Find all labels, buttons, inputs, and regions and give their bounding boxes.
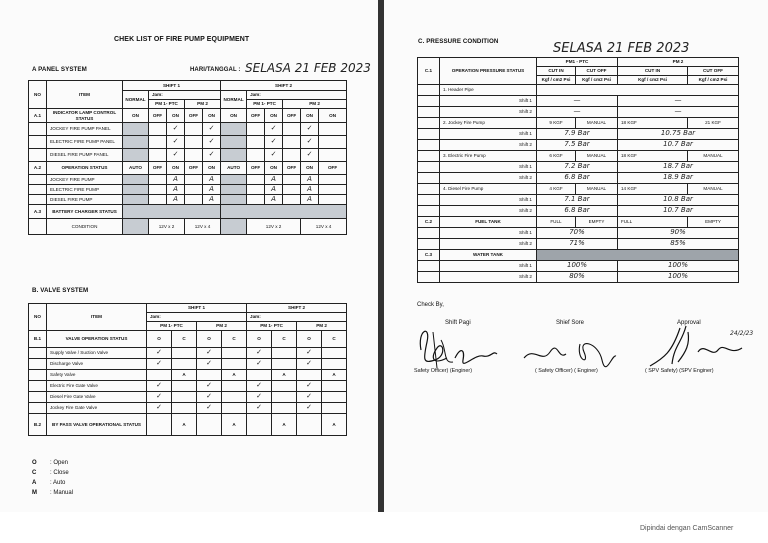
op-label: OPERATION PRESSURE STATUS — [440, 58, 537, 85]
sig-caption-1: Safety Officer) (Enginer) — [414, 368, 473, 374]
check-mark: ✓ — [197, 392, 222, 403]
water-s1-pm2: 100% — [618, 261, 739, 272]
jockey-s1-pm1: 7.9 Bar — [537, 129, 618, 140]
jam-2: Jam: — [247, 313, 347, 322]
approval-date: 24/2/23 — [730, 330, 754, 337]
row-diesel-panel: DIESEL FIRE PUMP PANEL — [47, 149, 123, 162]
cutoff-h: CUT OFF — [576, 67, 618, 76]
h-on: ON — [167, 162, 185, 175]
pm1-h: PM 1- PTC — [147, 322, 197, 331]
battery-12v2-s2: 12V x 2 — [247, 219, 301, 235]
pm2-h2: PM 2 — [297, 322, 347, 331]
right-date-value: SELASA 21 FEB 2023 — [553, 41, 690, 56]
diesel-s1-pm1: 7.1 Bar — [537, 195, 618, 206]
check-mark: ✓ — [301, 123, 319, 136]
h-off: OFF — [149, 162, 167, 175]
pm1-h2: PM 1- PTC — [247, 322, 297, 331]
h-off: OFF — [319, 162, 347, 175]
check-mark: ✓ — [197, 348, 222, 359]
row-jockey-pump: JOCKEY FIRE PUMP — [47, 175, 123, 185]
check-mark: ✓ — [265, 123, 283, 136]
jam-1: Jam: — [147, 313, 247, 322]
b1-label: VALVE OPERATION STATUS — [47, 331, 147, 348]
hw-dash: — — [537, 96, 618, 107]
h-on: ON — [301, 109, 319, 123]
jockey-cutoff-pm2: 21 KGF — [688, 118, 739, 129]
row-diesel-pump: DIESEL FIRE PUMP — [47, 195, 123, 205]
unit-h: Kgf / cm2 Psi — [618, 76, 688, 85]
pm2-h: PM 2 — [185, 100, 221, 109]
h-auto: AUTO — [221, 162, 247, 175]
legend-auto — [32, 478, 73, 488]
shift1-label: Shift 1 — [440, 162, 537, 173]
h-on: ON — [203, 109, 221, 123]
h-off: OFF — [247, 109, 265, 123]
hw-auto: A — [301, 175, 319, 185]
row-electric-pump: 3. Electric Fire Pump — [440, 151, 537, 162]
shift2-label: Shift 2 — [440, 107, 537, 118]
h-off: OFF — [247, 162, 265, 175]
signature-shift-pagi — [413, 320, 503, 372]
check-mark: ✓ — [297, 359, 322, 370]
a1-no: A.1 — [29, 109, 47, 123]
check-mark: ✓ — [297, 403, 322, 414]
signature-approval — [646, 322, 746, 372]
hw-dash: — — [537, 107, 618, 118]
bypass-a: A — [322, 414, 347, 436]
a1-label: INDICATOR LAMP CONTROL STATUS — [47, 109, 123, 123]
a2-no: A.2 — [29, 162, 47, 175]
hw-auto: A — [203, 175, 221, 185]
h-on: ON — [221, 109, 247, 123]
row-electric-valve: Electric Fire Gate Valve — [47, 381, 147, 392]
check-mark: ✓ — [197, 359, 222, 370]
b2-label: BY PASS VALVE OPERATIONAL STATUS — [47, 414, 147, 436]
h-off: OFF — [283, 162, 301, 175]
cutin-h: CUT IN — [537, 67, 576, 76]
check-mark: ✓ — [147, 381, 172, 392]
sig-caption-2: ( Safety Officer) ( Enginer) — [535, 368, 598, 374]
jockey-s2-pm2: 10.7 Bar — [618, 140, 739, 151]
jockey-cutin-pm2: 18 KGF — [618, 118, 688, 129]
h-off: OFF — [149, 109, 167, 123]
water-s2-pm2: 100% — [618, 272, 739, 283]
fuel-s2-pm1: 71% — [537, 239, 618, 250]
row-supply-valve: Supply Valve / Suction Valve — [47, 348, 147, 359]
unit-h: Kgf / cm2 Psi — [537, 76, 576, 85]
check-mark: ✓ — [147, 359, 172, 370]
legend-value: : Open — [50, 460, 69, 466]
check-mark: ✓ — [297, 381, 322, 392]
shift1-label: Shift 1 — [440, 228, 537, 239]
pm2-header: PM 2 — [618, 58, 739, 67]
signature-shift-sore — [520, 336, 620, 372]
check-mark: ✓ — [167, 149, 185, 162]
check-mark: ✓ — [203, 136, 221, 149]
water-s1-pm1: 100% — [537, 261, 618, 272]
a2-label: OPERATION STATUS — [47, 162, 123, 175]
cutoff-h: CUT OFF — [688, 67, 739, 76]
check-mark: ✓ — [265, 136, 283, 149]
pressure-table — [417, 57, 739, 283]
h-o: O — [297, 331, 322, 348]
check-mark: ✓ — [167, 136, 185, 149]
valve-system-table — [28, 303, 347, 436]
legend-key: C — [32, 470, 37, 476]
shift2-label: Shift 2 — [440, 206, 537, 217]
bypass-a: A — [172, 414, 197, 436]
h-on: ON — [301, 162, 319, 175]
row-electric-pump: ELECTRIC FIRE PUMP — [47, 185, 123, 195]
shift1-header: SHIFT 1 — [147, 304, 247, 313]
shift2-label: Shift 2 — [440, 272, 537, 283]
hw-auto: A — [265, 185, 283, 195]
battery-12v4-s2: 12V x 4 — [301, 219, 347, 235]
diesel-cutoff-pm2: MANUAL — [688, 184, 739, 195]
row-jockey-valve: Jockey Fire Gate Valve — [47, 403, 147, 414]
legend-manual — [32, 488, 73, 498]
shift-pagi-label: Shift Pagi — [445, 320, 471, 326]
hw-auto: A — [167, 175, 185, 185]
shift1-label: Shift 1 — [440, 195, 537, 206]
c1-no: C.1 — [418, 58, 440, 85]
hw-auto: A — [301, 195, 319, 205]
row-jockey-panel: JOCKEY FIRE PUMP PANEL — [47, 123, 123, 136]
check-mark: ✓ — [147, 392, 172, 403]
approval-label: Approval — [677, 320, 701, 326]
jockey-cutoff: MANUAL — [576, 118, 618, 129]
legend-key: O — [32, 460, 37, 466]
diesel-cutin-pm2: 14 KGF — [618, 184, 688, 195]
electric-cutoff: MANUAL — [576, 151, 618, 162]
jam-2: Jam: — [247, 91, 347, 100]
h-off: OFF — [283, 109, 301, 123]
legend-value: : Manual — [50, 490, 74, 496]
pm2-h2: PM 2 — [283, 100, 347, 109]
check-mark: ✓ — [265, 149, 283, 162]
h-on: ON — [319, 109, 347, 123]
h-c: C — [222, 331, 247, 348]
col-item: ITEM — [47, 304, 147, 331]
row-electric-panel: ELECTRIC FIRE PUMP PANEL — [47, 136, 123, 149]
jam-1: Jam: — [149, 91, 221, 100]
check-mark: ✓ — [297, 348, 322, 359]
shift2-label: Shift 2 — [440, 173, 537, 184]
electric-s1-pm2: 18.7 Bar — [618, 162, 739, 173]
hw-auto: A — [301, 185, 319, 195]
check-mark: ✓ — [247, 403, 272, 414]
fuel-s1-pm2: 90% — [618, 228, 739, 239]
scanner-watermark: Dipindai dengan CamScanner — [640, 525, 734, 532]
check-mark: ✓ — [147, 403, 172, 414]
legend-value: : Close — [50, 470, 69, 476]
check-mark: ✓ — [301, 136, 319, 149]
hw-auto: A — [167, 185, 185, 195]
sig-caption-3: ( SPV Safety) (SPV Enginer) — [645, 368, 714, 374]
h-on: ON — [167, 109, 185, 123]
water-tank-label: WATER TANK — [440, 250, 537, 261]
check-mark: ✓ — [203, 149, 221, 162]
row-diesel-pump: 4. Diesel Fire Pump — [440, 184, 537, 195]
hw-auto: A — [265, 175, 283, 185]
safety-a: A — [172, 370, 197, 381]
date-label: HARI/TANGGAL : — [190, 67, 241, 73]
row-safety-valve: Safety Valve — [47, 370, 147, 381]
h-on: ON — [265, 162, 283, 175]
check-mark: ✓ — [197, 403, 222, 414]
electric-s1-pm1: 7.2 Bar — [537, 162, 618, 173]
diesel-s2-pm1: 6.8 Bar — [537, 206, 618, 217]
jockey-s2-pm1: 7.5 Bar — [537, 140, 618, 151]
pressure-heading: C. PRESSURE CONDITION — [418, 38, 499, 45]
bypass-a: A — [272, 414, 297, 436]
col-item: ITEM — [47, 81, 123, 109]
h-o: O — [197, 331, 222, 348]
diesel-s2-pm2: 10.7 Bar — [618, 206, 739, 217]
check-mark: ✓ — [247, 392, 272, 403]
electric-cutoff-pm2: MANUAL — [688, 151, 739, 162]
pm1-h: PM 1- PTC — [149, 100, 185, 109]
hw-dash: — — [618, 96, 739, 107]
shift2-label: Shift 2 — [440, 239, 537, 250]
jockey-cutin: 9 KGF — [537, 118, 576, 129]
check-mark: ✓ — [197, 381, 222, 392]
electric-cutin: 6 KGF — [537, 151, 576, 162]
fuel-full: FULL — [537, 217, 576, 228]
check-mark: ✓ — [203, 123, 221, 136]
check-mark: ✓ — [247, 348, 272, 359]
a3-no: A.3 — [29, 205, 47, 219]
h-auto: AUTO — [123, 162, 149, 175]
col-normal-2: NORMAL — [221, 91, 247, 109]
jockey-s1-pm2: 10.75 Bar — [618, 129, 739, 140]
fuel-full-pm2: FULL — [618, 217, 688, 228]
row-jockey-pump: 2. Jockey Fire Pump — [440, 118, 537, 129]
legend — [32, 458, 73, 498]
h-on: ON — [123, 109, 149, 123]
check-mark: ✓ — [247, 359, 272, 370]
safety-a: A — [322, 370, 347, 381]
fuel-tank-label: FUEL TANK — [440, 217, 537, 228]
fuel-empty: EMPTY — [576, 217, 618, 228]
shift1-label: Shift 1 — [440, 129, 537, 140]
col-no: NO — [29, 304, 47, 331]
fuel-empty-pm2: EMPTY — [688, 217, 739, 228]
legend-key: A — [32, 480, 37, 486]
shift2-header: SHIFT 2 — [247, 304, 347, 313]
safety-a: A — [272, 370, 297, 381]
valve-system-heading: B. VALVE SYSTEM — [32, 287, 89, 294]
diesel-cutin: 4 KGF — [537, 184, 576, 195]
check-by-label: Check By, — [417, 302, 444, 308]
check-mark: ✓ — [301, 149, 319, 162]
h-on: ON — [265, 109, 283, 123]
unit-h: Kgf / cm2 Psi — [576, 76, 618, 85]
c3-no: C.3 — [418, 250, 440, 261]
check-mark: ✓ — [167, 123, 185, 136]
a3-label: BATTERY CHARGER STATUS — [47, 205, 123, 219]
date-value: SELASA 21 FEB 2023 — [245, 61, 371, 75]
row-discharge-valve: Discharge Valve — [47, 359, 147, 370]
bypass-a: A — [222, 414, 247, 436]
pm1-h2: PM 1- PTC — [247, 100, 283, 109]
h-c: C — [272, 331, 297, 348]
shift1-header: SHIFT 1 — [123, 81, 221, 91]
h-off: OFF — [185, 162, 203, 175]
pm1-ptc-header: PM1 - PTC — [537, 58, 618, 67]
hw-dash: — — [618, 107, 739, 118]
electric-s2-pm1: 6.8 Bar — [537, 173, 618, 184]
check-mark: ✓ — [147, 348, 172, 359]
col-no: NO — [29, 81, 47, 109]
hw-auto: A — [167, 195, 185, 205]
electric-s2-pm2: 18.9 Bar — [618, 173, 739, 184]
fuel-s1-pm1: 70% — [537, 228, 618, 239]
legend-key: M — [32, 490, 37, 496]
h-on: ON — [203, 162, 221, 175]
diesel-s1-pm2: 10.8 Bar — [618, 195, 739, 206]
diesel-cutoff: MANUAL — [576, 184, 618, 195]
battery-12v2: 12V x 2 — [149, 219, 185, 235]
h-o: O — [247, 331, 272, 348]
legend-open — [32, 458, 73, 468]
col-normal: NORMAL — [123, 91, 149, 109]
hw-auto: A — [203, 185, 221, 195]
h-o: O — [147, 331, 172, 348]
legend-value: : Auto — [50, 480, 66, 486]
b2-no: B.2 — [29, 414, 47, 436]
cutin-h: CUT IN — [618, 67, 688, 76]
panel-system-table — [28, 80, 347, 235]
check-mark: ✓ — [297, 392, 322, 403]
unit-h: Kgf / cm2 Psi — [688, 76, 739, 85]
legend-close — [32, 468, 73, 478]
shift2-header: SHIFT 2 — [221, 81, 347, 91]
condition-label: CONDITION — [47, 219, 123, 235]
h-c: C — [172, 331, 197, 348]
shift1-label: Shift 1 — [440, 96, 537, 107]
row-header-pipe: 1. Header Pipe — [440, 85, 537, 96]
electric-cutin-pm2: 18 KGF — [618, 151, 688, 162]
pm2-h: PM 2 — [197, 322, 247, 331]
safety-a: A — [222, 370, 247, 381]
hw-auto: A — [265, 195, 283, 205]
h-c: C — [322, 331, 347, 348]
panel-system-heading: A PANEL SYSTEM — [32, 66, 87, 73]
c2-no: C.2 — [418, 217, 440, 228]
hw-auto: A — [203, 195, 221, 205]
row-diesel-valve: Diesel Fire Gate Valve — [47, 392, 147, 403]
checklist-title: CHEK LIST OF FIRE PUMP EQUIPMENT — [114, 36, 250, 43]
check-mark: ✓ — [247, 381, 272, 392]
h-off: OFF — [185, 109, 203, 123]
battery-12v4: 12V x 4 — [185, 219, 221, 235]
fuel-s2-pm2: 85% — [618, 239, 739, 250]
shift2-label: Shift 2 — [440, 140, 537, 151]
b1-no: B.1 — [29, 331, 47, 348]
shift-sore-label: Shief Sore — [556, 320, 585, 326]
water-s2-pm1: 80% — [537, 272, 618, 283]
shift1-label: Shift 1 — [440, 261, 537, 272]
